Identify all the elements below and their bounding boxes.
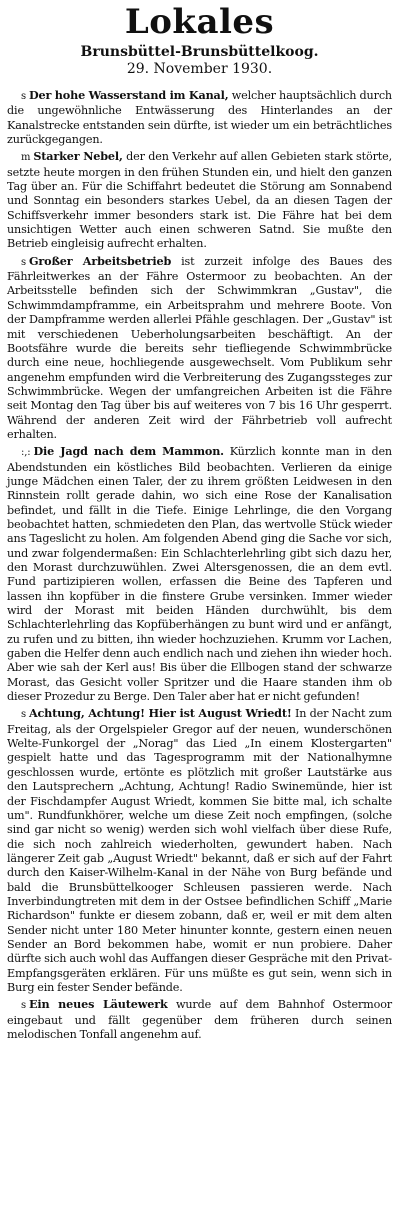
article-body: welcher hauptsächlich durch die ungewöhnliche Entwässerung des Hinterlandes an der Kanalstrecke entstanden sein dürfte, ist wieder um ein beträchtliches zurückgegangen.: [7, 89, 392, 147]
article-mark: m: [21, 152, 31, 164]
article-body: Kürzlich konnte man in den Abendstunden ein köstliches Bild beobachten. Verlieren da einige junge Mädchen einen Taler, der zu ihrem größten Leidwesen in den Rinnstein rollt gerade dahin, wo sich eine Rose der Kanalisation befindet, und fällt in die Tiefe. Einige Lehrlinge, die den Vorgang beobachtet hatten, schmiedeten den Plan, das wertvolle Stück wieder ans Tageslicht zu holen. Am folgenden Abend ging die Sache vor sich, und zwar folgendermaßen: Ein Schlachterlehrling gibt sich dazu her, den Morast durchzuwühlen. Zwei Altersgenossen, die an dem evtl. Fund partizipieren wollen, erfassen die Beine des Tapferen und lassen ihn kopfüber in die finstere Grube versinken. Immer wieder wird der Morast mit beiden Händen durchwühlt, bis dem Schlachterlehrling das Kopfüberhängen zu bunt wird und er anfängt, zu rufen und zu bitten, ihn wieder hochzuziehen. Krumm vor Lachen, gaben die Helfer denn auch endlich nach und ziehen ihn wieder hoch. Aber wie sah der Kerl aus! Bis über die Ellbogen stand der schwarze Morast, das Gesicht voller Spritzer und die Haare standen ihm ob dieser Prozedur zu Berge. Den Taler aber hat er nicht gefunden!: [7, 445, 392, 704]
article-fog: [7, 149, 392, 251]
article-body: der den Verkehr auf allen Gebieten stark störte, setzte heute morgen in den frühen Stunden ein, und hielt den ganzen Tag über an. Für die Schiffahrt bedeutet die Störung am Sonnabend und Sonntag ein besonders starkes Uebel, da an diesen Tagen der Schiffsverkehr immer besonders stark ist. Die Fähre hat bei dem unsichtigen Wetter auch einen schweren Satnd. Sie mußte den Betrieb eingleisig aufrecht erhalten.: [7, 150, 392, 251]
article-mark: s: [21, 91, 26, 102]
article-bell: [7, 997, 392, 1042]
article-body: In der Nacht zum Freitag, als der Orgelspieler Gregor auf der neuen, wunderschönen Welte-Funkorgel der „Norag" das Lied „In einem Klostergarten" gespielt hatte und das Tagesprogramm mit der Nationalhymne geschlossen wurde, ertönte es plötzlich mit großer Lautstärke aus den Lautsprechern „Achtung, Achtung! Radio Swinemünde, hier ist der Fischdampfer August Wriedt, kommen Sie bitte mal, ich schalte um". Rundfunkhörer, welche um diese Zeit noch empfingen, (solche sind gar nicht so wenig) werden sich wohl vielfach über diese Rufe, die sich noch zahlreich wiederholten, gewundert haben. Nach längerer Zeit gab „August Wriedt" bekannt, daß er sich auf der Fahrt durch den Kaiser-Wilhelm-Kanal in der Nähe von Burg befände und bald die Brunsbüttelkooger Schleusen passieren werde. Nach Inverbindungtreten mit dem in der Ostsee befindlichen Schiff „Marie Richardson" funkte er diesem zobann, daß er, weil er mit dem alten Sender nicht unter 180 Meter hinunter konnte, gestern einen neuen Sender an Bord bekommen habe, womit er nun probiere. Daher dürfte sich auch wohl das Auffangen dieser Gespräche mit den Privat-Empfangsgeräten erklären. Für uns müßte es gut sein, wenn sich in Burg ein fester Sender befände.: [7, 707, 392, 994]
article-headline: Der hohe Wasserstand im Kanal,: [28, 88, 229, 102]
article-august-wriedt: [7, 706, 392, 995]
article-headline: Die Jagd nach dem Mammon.: [33, 444, 224, 459]
article-mark: :,:: [21, 447, 31, 459]
section-title: Lokales: [124, 2, 275, 42]
article-ferry-works: [7, 254, 392, 442]
article-mark: s: [21, 709, 26, 721]
article-headline: Starker Nebel,: [33, 149, 123, 164]
article-water-level: [7, 88, 392, 147]
article-body: wurde auf dem Bahnhof Ostermoor eingebaut und fällt gegenüber dem früheren durch seinen melodischen Tonfall angenehm auf.: [7, 998, 392, 1041]
article-mammon: [7, 444, 392, 704]
article-headline: Ein neues Läutewerk: [28, 997, 168, 1012]
dateline-date: 29. November 1930.: [126, 61, 273, 77]
article-mark: s: [21, 1000, 26, 1012]
dateline-place: Brunsbüttel-Brunsbüttelkoog.: [80, 44, 319, 60]
article-mark: s: [21, 256, 26, 268]
article-headline: Achtung, Achtung! Hier ist August Wriedt!: [28, 706, 292, 721]
article-headline: Großer Arbeitsbetrieb: [28, 253, 172, 268]
article-body: ist zurzeit infolge des Baues des Fährleitwerkes an der Fähre Ostermoor zu beobachten. An der Arbeitsstelle befinden sich der Schwimmkran „Gustav", die Schwimmdampframme, ein Arbeitsprahm und mehrere Boote. Von der Dampframme werden allerlei Pfähle geschlagen. Der „Gustav" ist mit verschiedenen Ueberholungsarbeiten beschäftigt. An der Bootsfähre wurde die bereits sehr tiefliegende Schwimmbrücke durch eine neue, hochliegende ausgewechselt. Vom Publikum sehr angenehm empfunden wird die Verbreiterung des Zugangssteges zur Schwimmbrücke. Wegen der umfangreichen Arbeiten ist die Fähre seit Montag den Tag über bis auf weiteres von 7 bis 16 Uhr gesperrt. Während der anderen Zeit wird der Fährbetrieb voll aufrecht erhalten.: [7, 254, 392, 441]
